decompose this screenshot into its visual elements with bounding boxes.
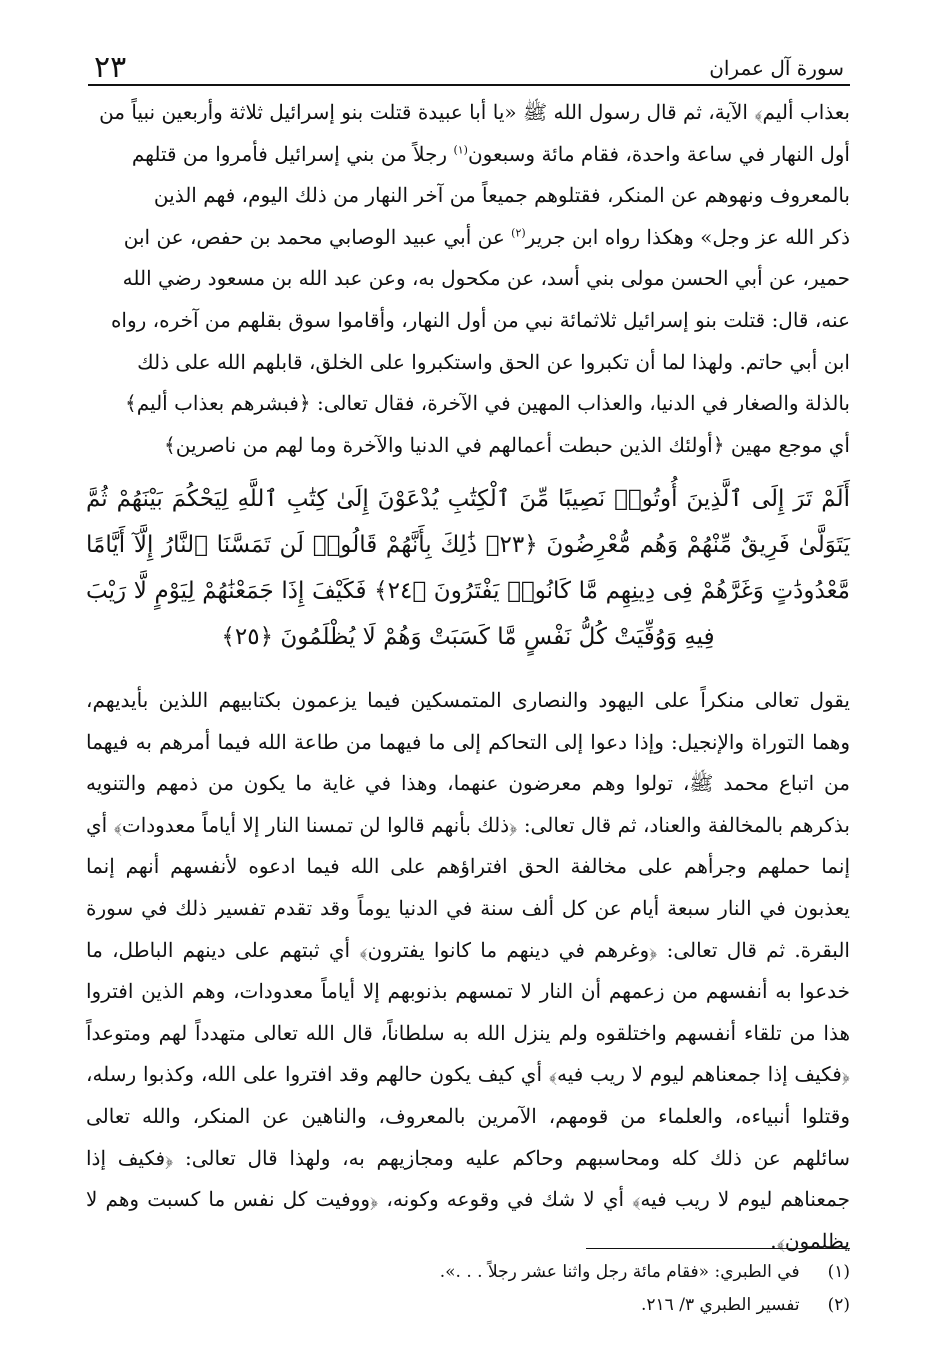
footnote-ref-2[interactable]: (٢) bbox=[511, 226, 526, 240]
text-line: ابن أبي حاتم. ولهذا لما أن تكبروا عن الحق واستكبروا على الخلق، قابلهم الله على ذلك bbox=[137, 349, 850, 374]
footnote-text: في الطبري: «فقام مائة رجل واثنا عشر رجلاً . . .». bbox=[439, 1262, 800, 1282]
text-line: بالمعروف ونهوهم عن المنكر، فقتلوهم جميعاً من آخر النهار من ذلك اليوم، فهم الذين bbox=[153, 183, 850, 208]
quran-verses: أَلَمْ تَرَ إِلَى ٱلَّذِينَ أُوتُوا۟ نَصِيبًا مِّنَ ٱلْكِتَٰبِ يُدْعَوْنَ إِلَىٰ كِتَٰبِ ٱللَّهِ لِيَحْكُمَ بَيْنَهُمْ ثُمَّ يَتَوَلَّىٰ فَرِيقٌ مِّنْهُمْ وَهُم مُّعْرِضُونَ ﴿٢٣﴾ ذَٰلِكَ بِأَنَّهُمْ قَالُوا۟ لَن تَمَسَّنَا ٱلنَّارُ إِلَّآ أَيَّامًا مَّعْدُودَٰتٍ وَغَرَّهُمْ فِى دِينِهِم مَّا كَانُوا۟ يَفْتَرُونَ ﴿٢٤﴾ فَكَيْفَ إِذَا جَمَعْنَٰهُمْ لِيَوْمٍ لَّا رَيْبَ فِيهِ وَوُفِّيَتْ كُلُّ نَفْسٍ مَّا كَسَبَتْ وَهُمْ لَا يُظْلَمُونَ ﴿٢٥﴾ bbox=[86, 486, 850, 650]
text-line: عنه، قال: قتلت بنو إسرائيل ثلاثمائة نبي من أول النهار، وأقاموا سوق بقلهم من آخره، رواه bbox=[110, 307, 850, 332]
text-line: رجلاً من بني إسرائيل فأمروا من قتلهم bbox=[131, 141, 454, 166]
footnotes bbox=[86, 1256, 850, 1322]
commentary-paragraph-2: يقول تعالى منكراً على اليهود والنصارى المتمسكين فيما يزعمون بكتابيهم اللذين بأيديهم، وهما التوراة والإنجيل: وإذا دعوا إلى التحاكم إلى ما فيهما من طاعة الله فيما أمرهم به فيهما من اتباع محمد ﷺ، تولوا وهم معرضون عنهما، وهذا في غاية ما يكون من ذمهم والتنويه بذكرهم بالمخالفة والعناد، ثم قال تعالى: ﴿ذلك بأنهم قالوا لن تمسنا النار إلا أياماً معدودات﴾ أي إنما حملهم وجرأهم على مخالفة الحق افتراؤهم على الله فيما ادعوه لأنفسهم أنهم إنما يعذبون في النار سبعة أيام عن كل ألف سنة في الدنيا يوماً وقد تقدم تفسير ذلك في سورة البقرة. ثم قال تعالى: ﴿وغرهم في دينهم ما كانوا يفترون﴾ أي ثبتهم على دينهم الباطل، ما خدعوا به أنفسهم من زعمهم أن النار لا تمسهم بذنوبهم إلا أياماً معدودات، وهم الذين افتروا هذا من تلقاء أنفسهم واختلقوه ولم ينزل الله به سلطاناً، قال الله تعالى متهدداً لهم ومتوعداً ﴿فكيف إذا جمعناهم ليوم لا ريب فيه﴾ أي كيف يكون حالهم وقد افتروا على الله، وكذبوا رسله، وقتلوا أنبياءه، والعلماء من قومهم، الآمرين بالمعروف، والناهين عن المنكر، والله تعالى سائلهم عن ذلك كله ومحاسبهم وحاكم عليه ومجازيهم به، ولهذا قال تعالى: ﴿فكيف إذا جمعناهم ليوم لا ريب فيه﴾ أي لا شك في وقوعه وكونه، ﴿ووفيت كل نفس ما كسبت وهم لا يظلمون﴾. bbox=[86, 688, 850, 1253]
footnote-1 bbox=[86, 1256, 850, 1289]
page-number: ٢٣ bbox=[94, 50, 127, 85]
footnote-number: (١) bbox=[827, 1262, 850, 1282]
text-line: أي موجع مهين ﴿أولئك الذين حبطت أعمالهم في الدنيا والآخرة وما لهم من ناصرين﴾ bbox=[164, 432, 850, 457]
text-line: ذكر الله عز وجل» وهكذا رواه ابن جرير bbox=[525, 224, 850, 249]
page-header bbox=[88, 50, 850, 86]
commentary-paragraph-1 bbox=[86, 92, 850, 466]
text-line: بالذلة والصغار في الدنيا، والعذاب المهين في الآخرة، فقال تعالى: ﴿فبشرهم بعذاب أليم﴾ bbox=[125, 391, 850, 416]
surah-title: سورة آل عمران bbox=[709, 56, 844, 80]
text-line: عن أبي عبيد الوصابي محمد بن حفص، عن ابن bbox=[123, 224, 512, 249]
footnote-divider bbox=[586, 1248, 850, 1249]
footnote-2 bbox=[86, 1289, 850, 1322]
footnote-number: (٢) bbox=[827, 1295, 850, 1315]
footnote-ref-1[interactable]: (١) bbox=[453, 142, 468, 156]
text-line: أول النهار في ساعة واحدة، فقام مائة وسبعون bbox=[467, 141, 850, 166]
text-line: بعذاب أليم﴾ الآية، ثم قال رسول الله ﷺ «يا أبا عبيدة قتلت بنو إسرائيل ثلاثة وأربعين نبياً من bbox=[99, 100, 850, 124]
text-line: حمير، عن أبي الحسن مولى بني أسد، عن مكحول به، وعن عبد الله بن مسعود رضي الله bbox=[122, 266, 850, 291]
footnote-text: تفسير الطبري ٣/ ٢١٦. bbox=[641, 1295, 800, 1315]
